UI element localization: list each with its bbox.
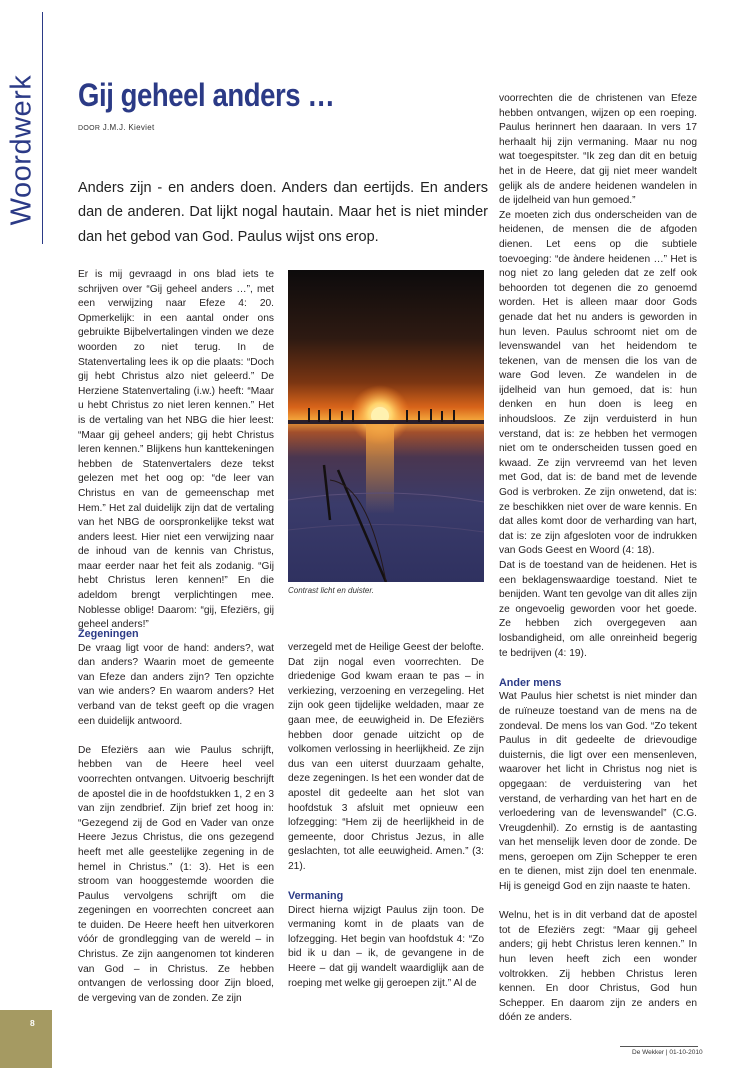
paragraph: De vraag ligt voor de hand: anders?, wat dan anders? Waarin moet de gemeente van Efeze dan anders zijn? Ten opzichte van wie anders? En waarom anders? Het verband van de tekst geeft op die vragen een duidelijk antwoord. bbox=[78, 642, 274, 727]
subheading-ander-mens: Ander mens bbox=[499, 676, 562, 689]
lead-paragraph: Anders zijn - en anders doen. Anders dan eertijds. En anders dan de anderen. Dat lijkt nogal hautain. Maar het is niet minder dan het gebod van God. Paulus wijst ons erop. bbox=[78, 179, 488, 245]
paragraph: voorrechten die de christenen van Efeze hebben ontvangen, wijzen op een roeping. Paulus herinnert hen daaraan. In vers 17 herhaalt hij zijn vermaning. Maar nu nog wat toegespitster. “Ik zeg dan dit en betuig het in de Heere, dat gij niet meer wandelt gelijk als de andere heidenen wandelen in de ijdelheid van hun gemoed.” bbox=[499, 93, 697, 207]
paragraph: Direct hierna wijzigt Paulus zijn toon. De vermaning komt in de plaats van de lofzegging. Het begin van hoofdstuk 4: “Zo bid ik u dan – ik, de gevangene in de Heere – dat gij wandelt waardiglijk aan de roeping met welke gij geroepen zijt.” Al de bbox=[288, 904, 484, 989]
paragraph: Ze moeten zich dus onderscheiden van de heidenen, de mensen die de afgoden dienen. Let eens op die subtiele toevoeging: “de àndere heidenen …” Het is nog niet zo lang geleden dat ze zelf ook behoorden tot degenen die zo genoemd worden. Het is alleen maar door Gods genade dat het nu anders is geworden in hun leven. Paulus schroomt niet om de levenswandel van het heidendom te tekenen, van de mensen die los van de ware God leven. Ze wandelen in de ijdelheid van hun gemoed, dat is: hun denken en hun doen is leeg en inhoudsloos. Ze zijn verduisterd in hun verstand, dat is: ze hebben het vermogen niet om te onderscheiden tussen goed en kwaad. Ze zijn vervreemd van het leven met God, dat is: de band met de levende God is verbroken. Ze zijn onwetend, dat is: ze beschikken niet over de ware kennis. En dat alles komt door de verharding van hart, dat is: ze zijn afgesloten voor de indrukken van Gods Geest en Woord (4: 18). bbox=[499, 209, 697, 557]
photo-caption: Contrast licht en duister. bbox=[288, 586, 374, 595]
paragraph: De Efeziërs aan wie Paulus schrijft, hebben van de Heere heel veel voorrechten ontvangen. Uitvoerig beschrijft de apostel die in de hoofdstukken 1, 2 en 3 van zijn zendbrief. Zijn brief zet hoog in: “Gezegend zij de God en Vader van onze Heere Jezus Christus, die ons gezegend heeft met alle geestelijke zegening in de hemel in Christus.” (1: 3). Het is een stroom van hooggestemde woorden die Paulus vervolgens schrijft om die zegeningen en voorrechten concreet aan te duiden. De Heere heeft hen uitverkoren vóór de grondlegging van de wereld – in Christus. Ze zijn aangenomen tot kinderen van God – in Christus. Ze hebben ontvangen de verlossing door Zijn bloed, de vergeving van de zonden. Ze zijn bbox=[78, 744, 274, 1004]
page-number-tab bbox=[0, 1010, 52, 1068]
paragraph: verzegeld met de Heilige Geest der belofte. bbox=[288, 642, 484, 653]
byline-prefix: DOOR bbox=[78, 125, 101, 132]
byline bbox=[78, 123, 155, 132]
byline-author: J.M.J. Kieviet bbox=[102, 123, 155, 132]
section-divider-line bbox=[42, 12, 43, 244]
paragraph: Welnu, het is in dit verband dat de apostel tot de Efeziërs zegt: “Maar gij geheel anders; gij hebt Christus leren kennen.” In hun leven heeft zich een wonder voltrokken. Zij hebben Christus leren kennen. En door Christus, God hun Schepper. En daarom zijn ze anders en dóén ze anders. bbox=[499, 910, 697, 1024]
section-label-text: Woordwerk bbox=[5, 74, 38, 226]
paragraph: Dat zijn nogal even voorrechten. De driedenige God kwam eraan te pas – in verkiezing, verzoening en verzegeling. Het zijn ook geen tijdelijke weldaden, maar ze gaan mee, de eeuwigheid in. De Efeziërs hebben door genade uitzicht op de volkomen verlossing in heerlijkheid. Ze zijn dus van een uiterst duurzaam gehalte, deze zegeningen. Is het een wonder dat de apostel dit gedeelte aan het slot van hoofdstuk 3 afsluit met opnieuw een lofzegging: “Hem zij de heerlijkheid in de gemeente, door Christus Jezus, in alle geslachten, tot alle eeuwigheid. Amen.” (3: 21). bbox=[288, 656, 484, 872]
paragraph: Dat is de toestand van de heidenen. Het is een beklagenswaardige toestand. Niet te benijden. Want ten gevolge van dit alles zijn ze ongevoelig geworden voor het goede. Ze hebben zich overgegeven aan losbandigheid, om alle onreinheid begerig te bedrijven (4: 19). bbox=[499, 560, 697, 659]
article-title: Gij geheel anders … bbox=[78, 77, 335, 113]
subheading-zegeningen: Zegeningen bbox=[78, 628, 139, 640]
column-2-bottom bbox=[288, 641, 484, 991]
sunset-photo bbox=[288, 270, 484, 582]
footer-publication: De Wekker | 01-10-2010 bbox=[632, 1049, 703, 1056]
column-1-top bbox=[78, 268, 274, 633]
sunset-image-icon bbox=[288, 270, 484, 582]
paragraph: Wat Paulus hier schetst is niet minder dan de ruïneuze toestand van de mens na de zondeval. De mens los van God. “Zo tekent Paulus in dit gedeelte de drievoudige duisternis, die ligt over een mensenleven, waarover het licht in Christus nog niet is opgegaan: de verduistering van het verstand, de verharding van het hart en de verloedering van de levenswandel” (C.G. Vreugdenhil). Zo ernstig is de aantasting van het menselijk leven door de zonde. De mens, geroepen om Zijn Schepper te eren en te dienen, mist zijn doel ten enenmale. Hij is geneigd God en zijn naaste te haten. bbox=[499, 691, 697, 893]
column-3 bbox=[499, 92, 697, 1026]
page-number: 8 bbox=[30, 1018, 35, 1028]
section-label bbox=[4, 50, 40, 250]
footer-divider bbox=[620, 1046, 698, 1047]
column-1-bottom bbox=[78, 627, 274, 1006]
paragraph: Er is mij gevraagd in ons blad iets te schrijven over “Gij geheel anders …”, met een verwijzing naar Efeze 4: 20. Opmerkelijk: in een aantal onder ons gebruikte Bijbelvertalingen vinden we deze woorden zo niet terug. In de Statenvertaling lees ik op die plaats: “Doch gij hebt Christus alzo niet geleerd.” De Herziene Statenvertaling (i.w.) heeft: “Maar u hebt Christus zo niet leren kennen.” Het is de vertaling van het NBG die hier leest: “Maar gij geheel anders; gij hebt Christus leren kennen.” Blijkens hun kanttekeningen hebben de Statenvertalers deze tekst gelezen met het oog op: “de leer van Christus en van de gemeenschap met Hem.” Het zal duidelijk zijn dat de vertaling van het NBG de oorspronkelijke tekst wat anders leest. Hier niet een verwijzing naar de inhoud van de kennis van Christus, maar eerder naar het feit als zodanig. “Gij hebt Christus leren kennen!” En die adeldom brengt verplichtingen mee. Noblesse oblige! Daarom: “gij, Efeziërs, gij geheel anders!” bbox=[78, 269, 274, 631]
subheading-vermaning: Vermaning bbox=[288, 890, 344, 903]
